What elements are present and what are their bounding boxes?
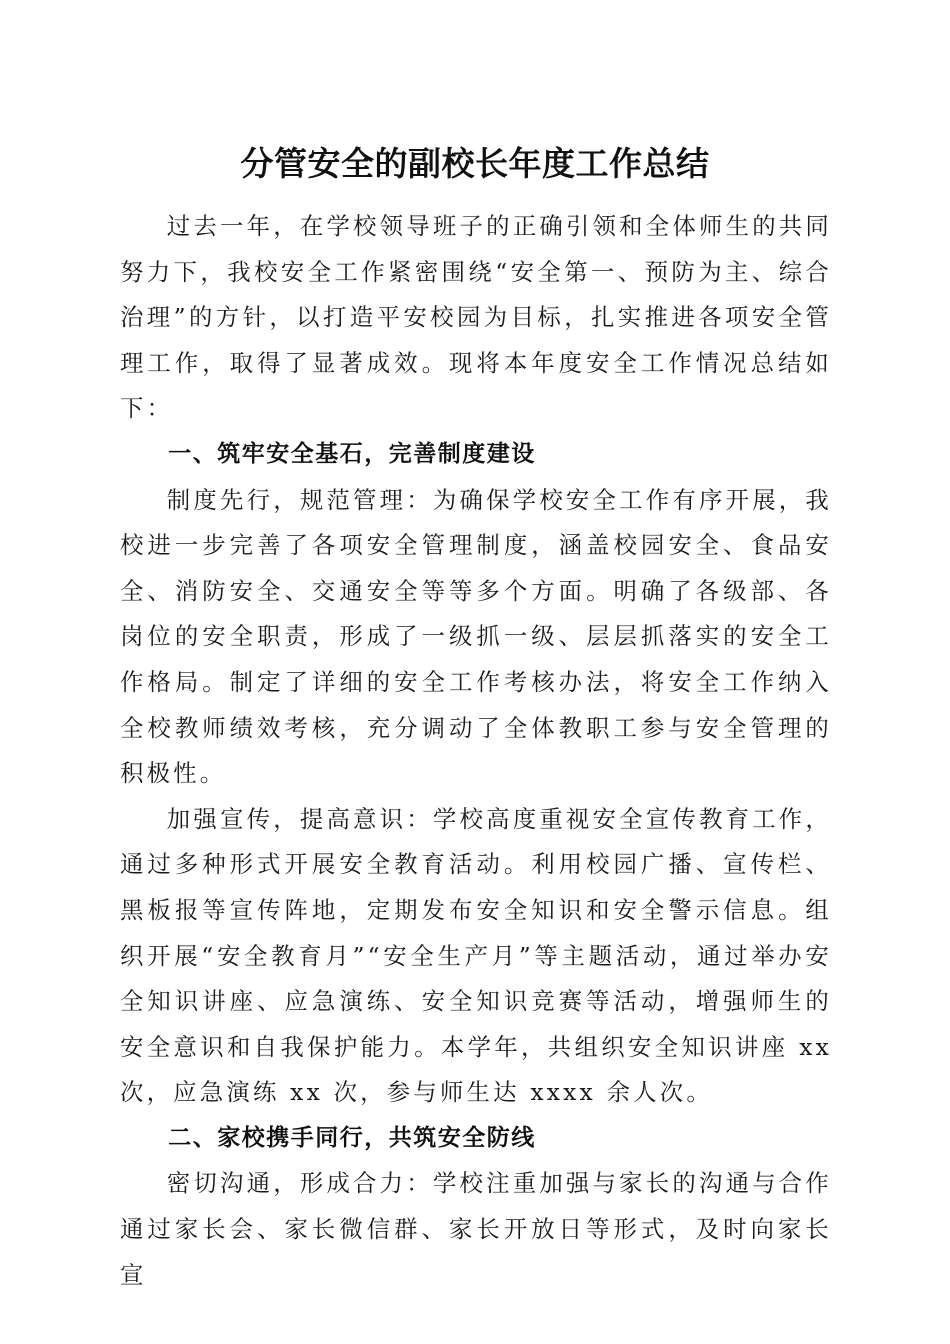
- section-1-heading: 一、筑牢安全基石，完善制度建设: [168, 440, 536, 467]
- document-body: [120, 204, 832, 1298]
- section-2-heading: 二、家校携手同行，共筑安全防线: [168, 1124, 536, 1151]
- document-title: 分管安全的副校长年度工作总结: [240, 144, 710, 183]
- section-2-paragraph-1: 密切沟通，形成合力：学校注重加强与家长的沟通与合作通过家长会、家长微信群、家长开放日等形式，及时向家长宣: [120, 1169, 832, 1289]
- section-1-paragraph-2: 加强宣传，提高意识：学校高度重视安全宣传教育工作，通过多种形式开展安全教育活动。利用校园广播、宣传栏、黑板报等宣传阵地，定期发布安全知识和安全警示信息。组织开展“安全教育月”“安全生产月”等主题活动，通过举办安全知识讲座、应急演练、安全知识竞赛等活动，增强师生的安全意识和自我保护能力。本学年，共组织安全知识讲座 xx 次，应急演练 xx 次，参与师生达 xxxx 余人次。: [120, 804, 832, 1107]
- intro-paragraph: 过去一年，在学校领导班子的正确引领和全体师生的共同努力下，我校安全工作紧密围绕“安全第一、预防为主、综合治理”的方针，以打造平安校园为目标，扎实推进各项安全管理工作，取得了显著成效。现将本年度安全工作情况总结如下：: [120, 212, 832, 423]
- section-1-paragraph-1: 制度先行，规范管理：为确保学校安全工作有序开展，我校进一步完善了各项安全管理制度，涵盖校园安全、食品安全、消防安全、交通安全等等多个方面。明确了各级部、各岗位的安全职责，形成了一级抓一级、层层抓落实的安全工作格局。制定了详细的安全工作考核办法，将安全工作纳入全校教师绩效考核，充分调动了全体教职工参与安全管理的积极性。: [120, 485, 832, 788]
